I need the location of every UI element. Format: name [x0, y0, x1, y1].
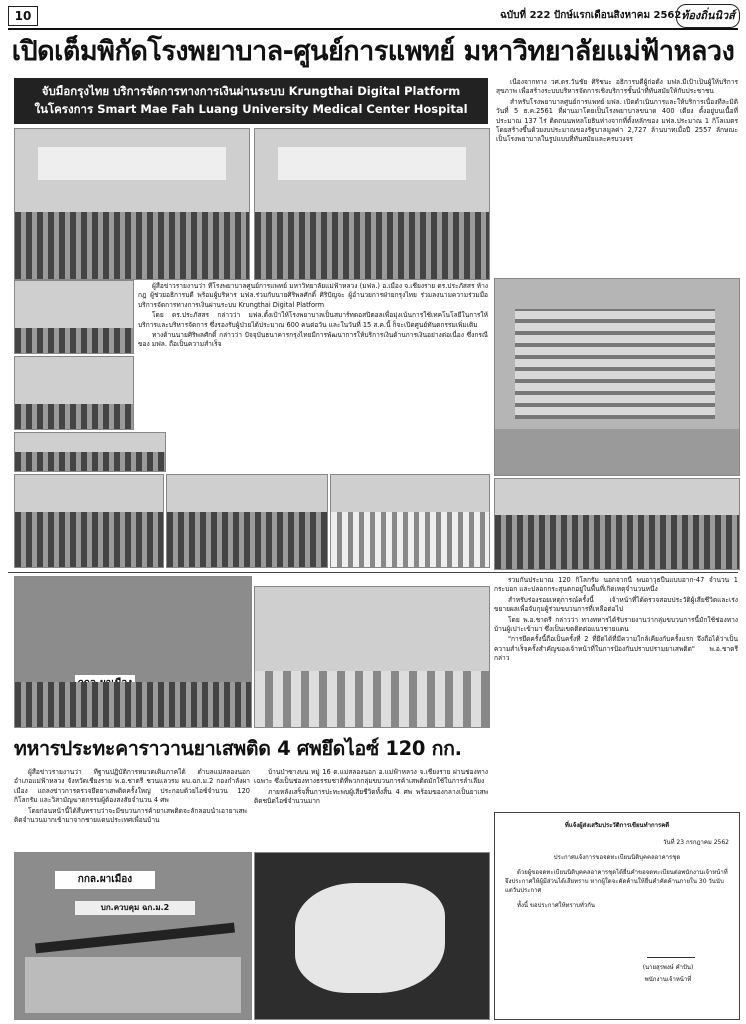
article2-col-3: [494, 576, 738, 808]
article1-right-paragraph: สำหรับโรงพยาบาลศูนย์การแพทย์ มฟล. เปิดดำเนินการและให้บริการเนื่องทีละมิติ วันที่ 5 ธ.ค.2561 ที่ผ่านมาโดยเป็นโรงพยาบาลขนาด 400 เตียง ตั้งอยู่บนเนื้อที่ประมาณ 137 ไร่ ติดถนนพหลโยธินห่างจากที่ตั้งหลักของ มฟล.ประมาณ 1 กิโลเมตร โดยสร้างขึ้นด้วยงบประมาณของรัฐบาลมูลค่า 2,727 ล้านบาทเมื่อปี 2557 ลักษณะเป็นโรงพยาบาลในรูปแบบที่ทันสมัยและครบวงจร: [496, 97, 738, 144]
article2-headline: ทหารประทะคาราวานยาเสพติด 4 ศพยึดไอซ์ 120 กก.: [14, 737, 462, 760]
photo-sign-text: บก.ควบคุม ฉก.ม.2: [75, 901, 195, 915]
photo-seized-drugs-field: [254, 586, 490, 728]
notice-signer-role: พนักงานเจ้าหน้าที่: [644, 976, 692, 983]
notice-footer: ทั้งนี้ ขอประกาศให้ทราบทั่วกัน: [517, 902, 595, 909]
photo-speaker-podium: [14, 432, 166, 472]
photo-signing-desk-2: [14, 356, 134, 430]
photo-audience-2: [166, 474, 328, 568]
article1-paragraph: ทางด้านนายศิริพลศักดิ์ กล่าวว่า ปัจจุบันธนาคารกรุงไทยมีการพัฒนาการให้บริการเงินด้านการเงินอย่างต่อเนื่อง ซึ่งกรณีของ มฟล. ถือเป็นความสำเร็จ: [138, 331, 488, 349]
article2-paragraph: "การยึดครั้งนี้ถือเป็นครั้งที่ 2 ที่ยึดได้ที่มีความใกล้เคียงกับครั้งแรก จึงถือได้ว่าเป็นความสำเร็จครั้งสำคัญของเจ้าหน้าที่ในการป้องกันปราบปรามยาเสพติด" พ.อ.ชาตรี กล่าว: [494, 635, 738, 663]
photo-audience-1: [14, 474, 164, 568]
legal-notice-box: [494, 812, 740, 1020]
page-number: 10: [8, 6, 38, 26]
article2-paragraph: บ้านป่าซางบน หมู่ 16 ต.แม่สลองนอก อ.แม่ฟ้าหลวง จ.เชียงราย ผ่านช่องทางเฉพาะ ซึ่งเป็นช่องทางธรรมชาติที่พวกกลุ่มขบวนการค้าเสพติดมักใช้ในการลำเลียง: [254, 768, 488, 786]
article1-paragraph: โดย ดร.ประภัสสร กล่าวว่า มฟล.ตั้งเป้าให้โรงพยาบาลเป็นสมาร์ทดอสปิตอลเพื่อมุ่งเน้นการใช้เทคโนโลยีในการให้บริการและบริหารจัดการ ซึ่งรองรับผู้ป่วยได้ประมาณ 600 คนต่อวัน และในวันที่ 15 ส.ค.นี้ ก็จะเปิดศูนย์ทันตกรรมเพิ่มเติม: [138, 311, 488, 329]
article2-paragraph: สำหรับร่องรอยเหตุการณ์ครั้งนี้ เจ้าหน้าที่ได้ตรวจสอบประวัติผู้เสียชีวิตและเร่งขยายผลเพื่อจับกุมผู้ร่วมขบวนการที่เหลือต่อไป: [494, 595, 738, 614]
notice-title: ที่แจ้งผู้ส่งเสริมประวัติการเขียนทำการคดี: [564, 822, 670, 829]
signature: [647, 943, 695, 958]
photo-drug-packages: [254, 852, 490, 1020]
article1-right-paragraph: เนื่องจากทาง วศ.ดร.วันชัย ศิริชนะ อธิการบดีผู้ก่อตั้ง มฟล.มีเป้าเป็นผู้ให้บริการสุขภาพ เพื่อสร้างระบบบริหารจัดการเชิงบริการชั้นนำที่ทันสมัยให้กับประชาชน: [496, 78, 738, 96]
masthead-logo: ท้องถิ่นนิวส์: [676, 4, 740, 28]
article1-paragraph: ผู้สื่อข่าวรายงานว่า ที่โรงพยาบาลศูนย์การแพทย์ มหาวิทยาลัยแม่ฟ้าหลวง (มฟล.) อ.เมือง จ.เชียงราย ดร.ประภัสสร ห้างกฎ ผู้ช่วยอธิการบดี พร้อมผู้บริหาร มฟล.ร่วมกับนายศิริพลศักดิ์ ศิริปัญจะ ผู้อำนวยการฝ่ายกรุงไทย ร่วมลงนามความร่วมมือบริการจัดการทางการเงินผ่านระบบ Krungthai Digital Platform: [138, 282, 488, 309]
article2-col-2: [254, 768, 488, 848]
article2-paragraph: ผู้สื่อข่าวรายงานว่า ที่ฐานปฏิบัติการหมวดเดิมภาคใต้ ตำบลแม่สลองนอก อำเภอแม่ฟ้าหลวง จังหวัดเชียงราย พ.อ.ชาตรี ชวนแลวรม ผบ.ฉก.ม.2 กองกำลังผาเมือง แถลงข่าวการตรวจยึดยาเสพติดครั้งใหญ่ ประกอบด้วยไอซ์จำนวน 120 กิโลกรัม และวิสามัญฆาตกรรมผู้ต้องสงสัยจำนวน 4 ศพ: [14, 768, 250, 805]
article2-paragraph: ภายหลังเสร็จสิ้นการปะทะพบผู้เสียชีวิตทั้งสิ้น 4 ศพ พร้อมของกลางเป็นยาเสพติดชนิดไอซ์จำนวนมาก: [254, 787, 488, 806]
article2-paragraph: รวมกันประมาณ 120 กิโลกรัม นอกจากนี้ พบอาวุธปืนแบบอาก-47 จำนวน 1 กระบอก และปลอกกระสุนตกอยู่ในพื้นที่เกิดเหตุจำนวนหนึ่ง: [494, 576, 738, 594]
section-divider: [8, 572, 738, 573]
notice-subject: ประกาศแจ้งการขอจดทะเบียนนิติบุคคลอาคารชุด: [553, 854, 681, 861]
photo-seated-guests: [494, 478, 740, 570]
notice-body: ด้วยผู้ขอจดทะเบียนนิติบุคคลอาคารชุดได้ยื่นคำขอจดทะเบียนต่อพนักงานเจ้าหน้าที่ จึงประกาศให้ผู้มีส่วนได้เสียทราบ หากผู้ใดจะคัดค้านให้ยื่นคำคัดค้านภายใน 30 วันนับแต่วันประกาศ: [505, 869, 728, 894]
photo-signing-desk-1: [14, 280, 134, 354]
photo-nurses: [330, 474, 490, 568]
article2-col-1: [14, 768, 250, 848]
photo-signing-group-2: [254, 128, 490, 280]
photo-seized-weapon: [14, 852, 252, 1020]
photo-signing-group-1: [14, 128, 250, 280]
issue-line: ฉบับที่ 222 ปักษ์แรกเดือนสิงหาคม 2562: [500, 10, 682, 21]
header-rule: [8, 28, 738, 30]
notice-signer-name: (นายสุรพงษ์ คำปัน): [642, 964, 694, 971]
photo-hospital-building: [494, 278, 740, 476]
article1-right-column: [496, 78, 738, 274]
photo-soldiers-briefing: [14, 576, 252, 728]
article2-paragraph: โดยก่อนหน้านี้ได้สืบทราบว่าจะมีขบวนการค้ายาเสพติดจะลักลอบนำเอายาเสพติดจำนวนมากเข้ามาจากชายแดนประเทศเพื่อนบ้าน: [14, 806, 247, 825]
subhead-line-2: ในโครงการ Smart Mae Fah Luang University Medical Center Hospital: [34, 102, 468, 116]
subhead-box: [14, 78, 488, 124]
article1-left-column: [138, 282, 488, 468]
subhead-line-1: จับมือกรุงไทย บริการจัดการทางการเงินผ่านระบบ Krungthai Digital Platform: [41, 84, 461, 98]
main-headline: เปิดเต็มพิกัดโรงพยาบาล-ศูนย์การแพทย์ มหาวิทยาลัยแม่ฟ้าหลวง: [11, 36, 735, 67]
photo-sign-text: กกล.ผาเมือง: [55, 871, 155, 889]
article2-paragraph: โดย พ.อ.ชาตรี กล่าวว่า ทางทหารได้รับรายงานว่ากลุ่มขบวนการนี้มักใช้ช่องทางบ้านผู้เปาะเข้ามา ซึ่งเป็นเขตติดต่อแนวชายแดน: [494, 615, 738, 634]
notice-date: วันที่ 23 กรกฎาคม 2562: [663, 839, 729, 846]
